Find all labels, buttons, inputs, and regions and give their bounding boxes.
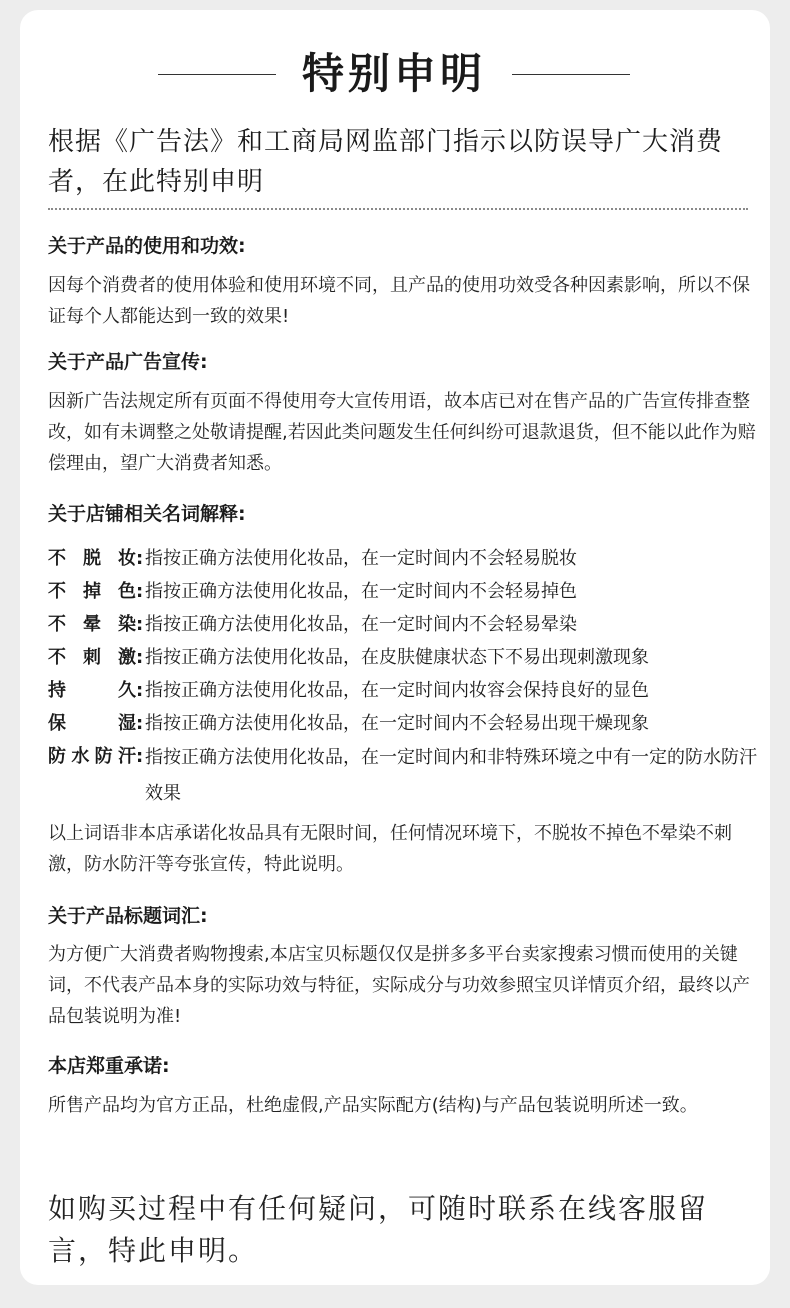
term-colon: : <box>136 680 144 701</box>
term-row <box>48 542 770 575</box>
term-row <box>48 707 770 740</box>
section-body-advertising: 因新广告法规定所有页面不得使用夸大宣传用语，故本店已对在售产品的广告宣传排查整改，如有未调整之处敬请提醒,若因此类问题发生任何纠纷可退款退货，但不能以此作为赔偿理由，望广大消费者知悉。 <box>48 391 756 474</box>
term-colon: : <box>136 713 144 734</box>
term-description: 指按正确方法使用化妆品，在一定时间内妆容会保持良好的显色 <box>145 680 649 701</box>
term-colon: : <box>136 614 144 635</box>
term-description: 指按正确方法使用化妆品，在皮肤健康状态下不易出现刺激现象 <box>145 647 649 668</box>
term-colon: : <box>136 581 144 602</box>
section-heading-promise: 本店郑重承诺: <box>48 1055 170 1077</box>
section-heading-terms: 关于店铺相关名词解释: <box>48 503 246 525</box>
term-description: 指按正确方法使用化妆品，在一定时间内不会轻易脱妆 <box>145 548 577 569</box>
section-heading-usage: 关于产品的使用和功效: <box>48 235 246 257</box>
term-row <box>48 641 770 674</box>
term-description: 指按正确方法使用化妆品，在一定时间内不会轻易出现干燥现象 <box>145 713 649 734</box>
term-name: 不 晕 染 <box>48 614 136 635</box>
section-body-titles: 为方便广大消费者购物搜索,本店宝贝标题仅仅是拼多多平台卖家搜索习惯而使用的关键词，不代表产品本身的实际功效与特征，实际成分与功效参照宝贝详情页介绍，最终以产品包装说明为准! <box>48 944 750 1027</box>
closing-statement: 如购买过程中有任何疑问，可随时联系在线客服留言，特此申明。 <box>48 1192 709 1267</box>
term-description: 指按正确方法使用化妆品，在一定时间内不会轻易晕染 <box>145 614 577 635</box>
term-row <box>48 674 770 707</box>
terms-footnote: 以上词语非本店承诺化妆品具有无限时间，任何情况环境下，不脱妆不掉色不晕染不刺激，防水防汗等夸张宣传，特此说明。 <box>48 823 732 875</box>
page-title: 特别申明 <box>301 49 486 98</box>
term-description: 指按正确方法使用化妆品，在一定时间内和非特殊环境之中有一定的防水防汗效果 <box>145 747 757 804</box>
title-divider-right <box>512 74 630 75</box>
intro-statement: 根据《广告法》和工商局网监部门指示以防误导广大消费者，在此特别申明 <box>48 127 724 197</box>
section-heading-titles: 关于产品标题词汇: <box>48 905 208 927</box>
section-heading-advertising: 关于产品广告宣传: <box>48 351 208 373</box>
term-row <box>48 575 770 608</box>
term-colon: : <box>136 746 144 767</box>
term-colon: : <box>136 647 144 668</box>
terms-list <box>48 542 770 810</box>
term-description: 指按正确方法使用化妆品，在一定时间内不会轻易掉色 <box>145 581 577 602</box>
title-divider-left <box>158 74 276 75</box>
term-name: 不 刺 激 <box>48 647 136 668</box>
term-row <box>48 608 770 641</box>
term-name: 不 脱 妆 <box>48 548 136 569</box>
term-colon: : <box>136 548 144 569</box>
title-row <box>20 44 770 104</box>
dotted-divider <box>48 208 748 210</box>
term-name: 持 久 <box>48 680 136 701</box>
term-name: 保 湿 <box>48 713 136 734</box>
term-name: 不 掉 色 <box>48 581 136 602</box>
section-body-usage: 因每个消费者的使用体验和使用环境不同，且产品的使用功效受各种因素影响，所以不保证每个人都能达到一致的效果! <box>48 275 750 327</box>
term-row <box>48 740 770 810</box>
term-name: 防 水 防 汗 <box>48 746 136 767</box>
notice-card <box>20 10 770 1285</box>
section-body-promise: 所售产品均为官方正品，杜绝虚假,产品实际配方(结构)与产品包装说明所述一致。 <box>48 1095 698 1116</box>
